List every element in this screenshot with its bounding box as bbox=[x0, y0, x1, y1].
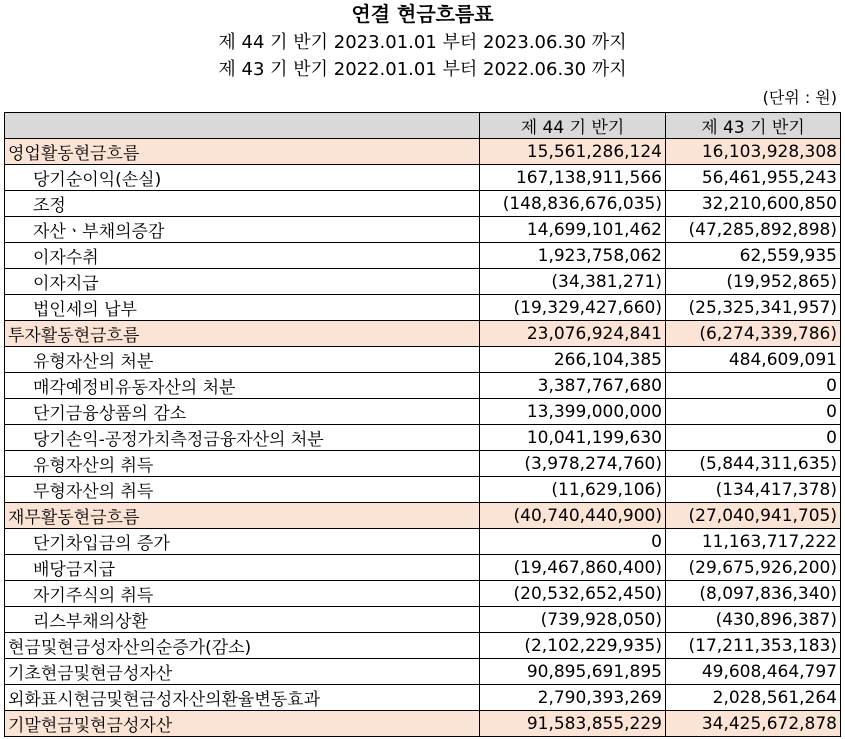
value-prior: (47,285,892,898) bbox=[666, 217, 841, 243]
row-label: 유형자산의 취득 bbox=[5, 451, 480, 477]
value-prior: (25,325,341,957) bbox=[666, 295, 841, 321]
value-current: 3,387,767,680 bbox=[480, 373, 666, 399]
row-label: 현금및현금성자산의순증가(감소) bbox=[5, 633, 480, 659]
table-row bbox=[5, 243, 841, 269]
row-label: 기초현금및현금성자산 bbox=[5, 659, 480, 685]
unit-label: (단위 : 원) bbox=[762, 88, 837, 107]
row-label: 조정 bbox=[5, 191, 480, 217]
value-prior: 49,608,464,797 bbox=[666, 659, 841, 685]
header-row bbox=[5, 113, 841, 139]
value-current: (3,978,274,760) bbox=[480, 451, 666, 477]
period-prior: 제 43 기 반기 2022.01.01 부터 2022.06.30 까지 bbox=[218, 59, 627, 80]
table-row bbox=[5, 503, 841, 529]
value-current: 0 bbox=[480, 529, 666, 555]
value-current: 2,790,393,269 bbox=[480, 685, 666, 711]
value-prior: (6,274,339,786) bbox=[666, 321, 841, 347]
value-prior: (134,417,378) bbox=[666, 477, 841, 503]
value-current: (40,740,440,900) bbox=[480, 503, 666, 529]
value-prior: 0 bbox=[666, 399, 841, 425]
table-row bbox=[5, 425, 841, 451]
table-row bbox=[5, 477, 841, 503]
table-row bbox=[5, 373, 841, 399]
column-header-prior: 제 43 기 반기 bbox=[666, 113, 841, 139]
table-row bbox=[5, 633, 841, 659]
value-current: (19,467,860,400) bbox=[480, 555, 666, 581]
row-label: 투자활동현금흐름 bbox=[5, 321, 480, 347]
table-row bbox=[5, 269, 841, 295]
value-current: 15,561,286,124 bbox=[480, 139, 666, 165]
row-label: 리스부채의상환 bbox=[5, 607, 480, 633]
row-label: 이자지급 bbox=[5, 269, 480, 295]
value-prior: (27,040,941,705) bbox=[666, 503, 841, 529]
row-label: 자기주식의 취득 bbox=[5, 581, 480, 607]
value-current: 90,895,691,895 bbox=[480, 659, 666, 685]
row-label: 유형자산의 처분 bbox=[5, 347, 480, 373]
row-label: 당기손익-공정가치측정금융자산의 처분 bbox=[5, 425, 480, 451]
value-prior: (19,952,865) bbox=[666, 269, 841, 295]
value-prior: 0 bbox=[666, 425, 841, 451]
table-row bbox=[5, 191, 841, 217]
value-current: 1,923,758,062 bbox=[480, 243, 666, 269]
value-current: 13,399,000,000 bbox=[480, 399, 666, 425]
table-row bbox=[5, 399, 841, 425]
value-current: 23,076,924,841 bbox=[480, 321, 666, 347]
cash-flow-table bbox=[4, 112, 841, 737]
value-prior: 62,559,935 bbox=[666, 243, 841, 269]
row-label: 무형자산의 취득 bbox=[5, 477, 480, 503]
value-current: (34,381,271) bbox=[480, 269, 666, 295]
row-label: 법인세의 납부 bbox=[5, 295, 480, 321]
row-label: 단기차입금의 증가 bbox=[5, 529, 480, 555]
value-current: 167,138,911,566 bbox=[480, 165, 666, 191]
value-current: 14,699,101,462 bbox=[480, 217, 666, 243]
statement-title: 연결 현금흐름표 bbox=[351, 2, 494, 26]
column-header-current: 제 44 기 반기 bbox=[480, 113, 666, 139]
value-prior: (17,211,353,183) bbox=[666, 633, 841, 659]
value-current: (20,532,652,450) bbox=[480, 581, 666, 607]
value-prior: 2,028,561,264 bbox=[666, 685, 841, 711]
table-row bbox=[5, 139, 841, 165]
value-prior: (5,844,311,635) bbox=[666, 451, 841, 477]
row-label: 기말현금및현금성자산 bbox=[5, 711, 480, 737]
value-prior: 0 bbox=[666, 373, 841, 399]
table-row bbox=[5, 581, 841, 607]
row-label: 자산ㆍ부채의증감 bbox=[5, 217, 480, 243]
value-current: 266,104,385 bbox=[480, 347, 666, 373]
value-prior: 32,210,600,850 bbox=[666, 191, 841, 217]
value-prior: (430,896,387) bbox=[666, 607, 841, 633]
value-prior: 11,163,717,222 bbox=[666, 529, 841, 555]
row-label: 매각예정비유동자산의 처분 bbox=[5, 373, 480, 399]
row-label: 외화표시현금및현금성자산의환율변동효과 bbox=[5, 685, 480, 711]
row-label: 당기순이익(손실) bbox=[5, 165, 480, 191]
row-label: 단기금융상품의 감소 bbox=[5, 399, 480, 425]
table-row bbox=[5, 555, 841, 581]
value-current: (2,102,229,935) bbox=[480, 633, 666, 659]
value-prior: (29,675,926,200) bbox=[666, 555, 841, 581]
table-row bbox=[5, 295, 841, 321]
row-label: 영업활동현금흐름 bbox=[5, 139, 480, 165]
value-prior: 56,461,955,243 bbox=[666, 165, 841, 191]
row-label: 재무활동현금흐름 bbox=[5, 503, 480, 529]
value-current: (11,629,106) bbox=[480, 477, 666, 503]
column-header-label bbox=[5, 113, 480, 139]
table-row bbox=[5, 451, 841, 477]
value-prior: 484,609,091 bbox=[666, 347, 841, 373]
table-row bbox=[5, 711, 841, 737]
table-row bbox=[5, 659, 841, 685]
value-prior: (8,097,836,340) bbox=[666, 581, 841, 607]
period-current: 제 44 기 반기 2023.01.01 부터 2023.06.30 까지 bbox=[218, 32, 627, 53]
table-row bbox=[5, 217, 841, 243]
value-current: (739,928,050) bbox=[480, 607, 666, 633]
table-row bbox=[5, 321, 841, 347]
value-current: 91,583,855,229 bbox=[480, 711, 666, 737]
row-label: 이자수취 bbox=[5, 243, 480, 269]
row-label: 배당금지급 bbox=[5, 555, 480, 581]
value-prior: 34,425,672,878 bbox=[666, 711, 841, 737]
table-row bbox=[5, 165, 841, 191]
table-row bbox=[5, 685, 841, 711]
value-current: (148,836,676,035) bbox=[480, 191, 666, 217]
table-row bbox=[5, 529, 841, 555]
value-current: (19,329,427,660) bbox=[480, 295, 666, 321]
table-row bbox=[5, 347, 841, 373]
value-prior: 16,103,928,308 bbox=[666, 139, 841, 165]
value-current: 10,041,199,630 bbox=[480, 425, 666, 451]
table-row bbox=[5, 607, 841, 633]
